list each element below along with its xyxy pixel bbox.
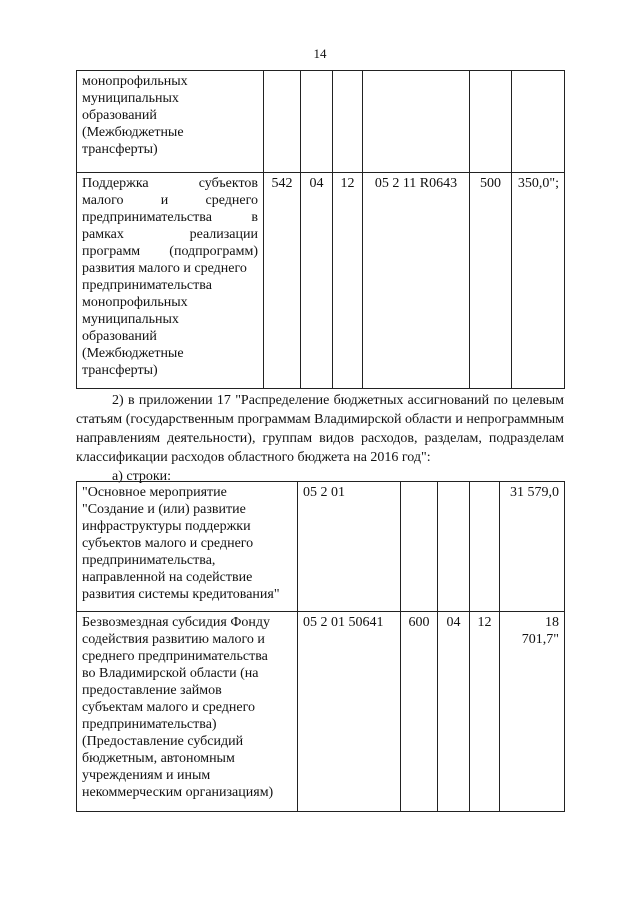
name-line: "Создание и (или) развитие [82, 502, 246, 517]
amendment-paragraph [76, 391, 564, 486]
amount-cell: 18 701,7" [500, 612, 565, 812]
name-line: направленной на содействие [82, 570, 253, 585]
paragraph-line: статьям (государственным программам Владимирской области и непрограммным [76, 412, 564, 427]
expense-name-cell [77, 612, 298, 812]
name-line: Безвозмездная субсидия Фонду [82, 615, 270, 630]
name-line: муниципальных [82, 91, 179, 106]
name-line: инфраструктуры поддержки [82, 519, 251, 534]
subsection-cell: 12 [470, 612, 500, 812]
paragraph-line: классификации расходов областного бюджета на 2016 год": [76, 450, 431, 465]
name-line: некоммерческим организациям) [82, 785, 274, 800]
section-cell [438, 482, 470, 612]
name-line: программ (подпрограмм) [82, 244, 258, 259]
name-line: во Владимирской области (на [82, 666, 259, 681]
expense-name-cell [77, 71, 264, 173]
page-number: 14 [313, 46, 327, 61]
amount-cell [512, 71, 565, 173]
name-line: бюджетным, автономным [82, 751, 235, 766]
name-line: малого и среднего [82, 193, 258, 208]
name-line: развития системы кредитования" [82, 587, 280, 602]
name-line: трансферты) [82, 363, 158, 378]
target-article-cell: 05 2 01 50641 [298, 612, 401, 812]
expense-type-cell [470, 71, 512, 173]
name-line: образований [82, 329, 157, 344]
name-line: трансферты) [82, 142, 158, 157]
name-line: развития малого и среднего [82, 261, 247, 276]
expense-type-cell: 600 [401, 612, 438, 812]
expense-type-cell: 500 [470, 173, 512, 389]
subsection-cell [333, 71, 363, 173]
ministry-code-cell: 542 [264, 173, 301, 389]
amount-cell: 31 579,0 [500, 482, 565, 612]
table-row [77, 173, 565, 389]
budget-table-ministry [76, 70, 565, 389]
table-row [77, 612, 565, 812]
name-line: предоставление займов [82, 683, 222, 698]
name-line: предпринимательства) [82, 717, 217, 732]
paragraph-subitem: а) строки: [112, 469, 172, 484]
subsection-cell: 12 [333, 173, 363, 389]
name-line: предпринимательства, [82, 553, 216, 568]
name-line: (Предоставление субсидий [82, 734, 244, 749]
name-line: монопрофильных [82, 295, 188, 310]
table-row [77, 71, 565, 173]
name-line: образований [82, 108, 157, 123]
name-line: (Межбюджетные [82, 346, 184, 361]
name-line: Поддержка субъектов [82, 176, 258, 191]
expense-name-cell [77, 482, 298, 612]
name-line: предпринимательства [82, 278, 212, 293]
amount-cell: 350,0"; [512, 173, 565, 389]
section-cell: 04 [301, 173, 333, 389]
name-line: муниципальных [82, 312, 179, 327]
ministry-code-cell [264, 71, 301, 173]
subsection-cell [470, 482, 500, 612]
name-line: "Основное мероприятие [82, 485, 227, 500]
expense-type-cell [401, 482, 438, 612]
paragraph-line: 2) в приложении 17 "Распределение бюджетных ассигнований по целевым [112, 393, 564, 408]
name-line: монопрофильных [82, 74, 188, 89]
name-line: среднего предпринимательства [82, 649, 268, 664]
budget-table-target [76, 481, 565, 812]
name-line: субъектам малого и среднего [82, 700, 255, 715]
name-line: учреждениям и иным [82, 768, 211, 783]
name-line: рамках реализации [82, 227, 258, 242]
target-article-cell: 05 2 11 R0643 [363, 173, 470, 389]
name-line: содействия развитию малого и [82, 632, 265, 647]
section-cell [301, 71, 333, 173]
paragraph-line: направлениям деятельности), группам видов расходов, разделам, подразделам [76, 431, 564, 446]
name-line: субъектов малого и среднего [82, 536, 254, 551]
expense-name-cell [77, 173, 264, 389]
name-line: предпринимательства в [82, 210, 258, 225]
target-article-cell: 05 2 01 [298, 482, 401, 612]
table-row [77, 482, 565, 612]
section-cell: 04 [438, 612, 470, 812]
target-article-cell [363, 71, 470, 173]
name-line: (Межбюджетные [82, 125, 184, 140]
